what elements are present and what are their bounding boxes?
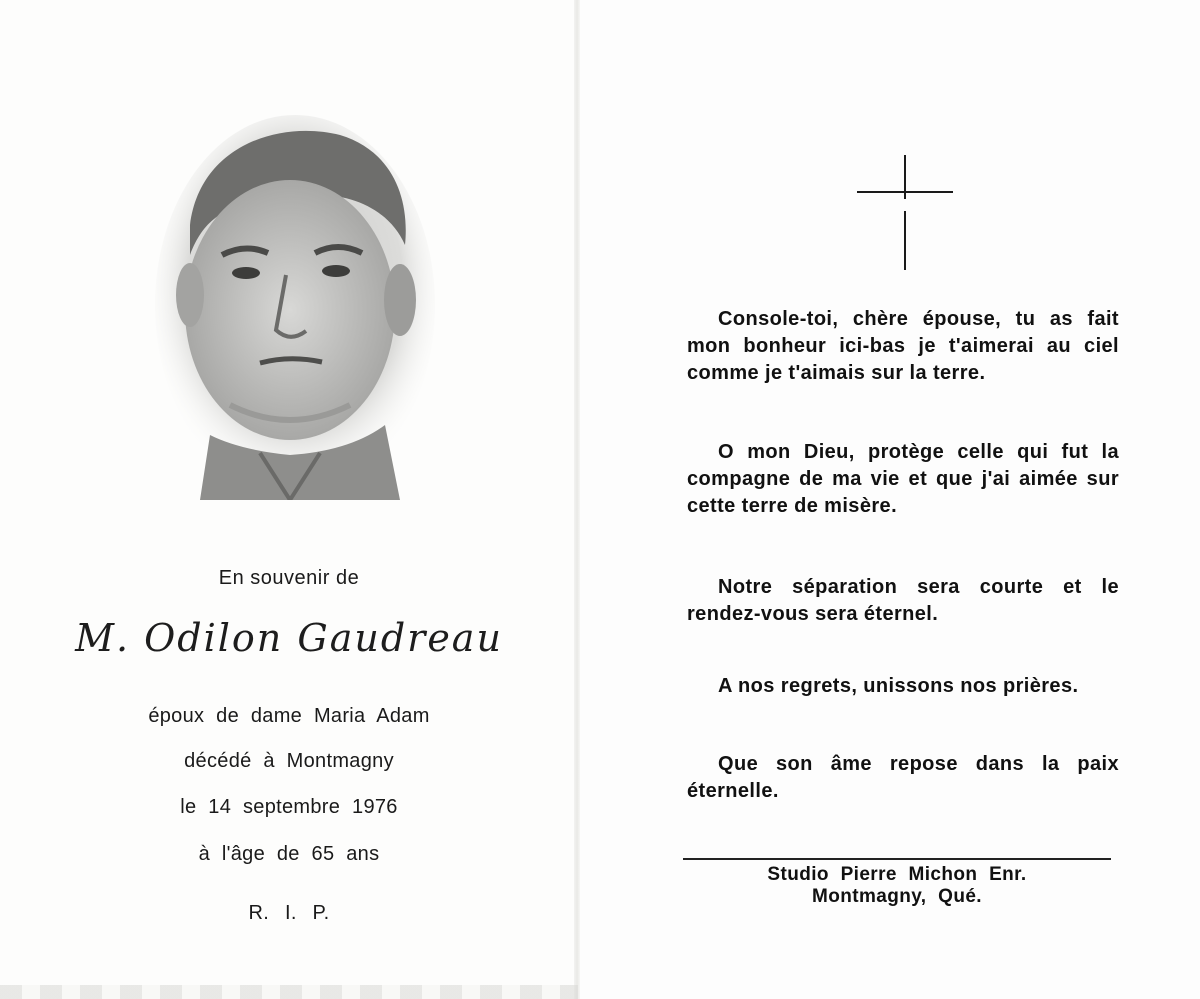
in-memory-label: En souvenir de — [218, 567, 360, 589]
studio-name: Studio Pierre Michon Enr. — [767, 864, 1027, 885]
prayer-text: O mon Dieu, protège celle qui fut la compagne de ma vie et que j'ai aimée sur cette terre de misère. — [687, 441, 1119, 517]
prayer-paragraph — [687, 306, 1119, 387]
prayer-text: Console-toi, chère épouse, tu as fait mon bonheur ici-bas je t'aimerai au ciel comme je t'aimais sur la terre. — [687, 308, 1119, 384]
prayer-paragraph — [687, 439, 1119, 520]
prayer-paragraph — [687, 751, 1119, 805]
rip-line: R. I. P. — [248, 902, 330, 924]
prayer-text: Que son âme repose dans la paix éternelle. — [687, 753, 1119, 802]
portrait-photo — [150, 105, 440, 500]
spouse-line: époux de dame Maria Adam — [148, 705, 430, 727]
deceased-name: M. Odilon Gaudreau — [75, 616, 503, 660]
divider — [683, 858, 1111, 860]
scan-edge — [0, 985, 578, 999]
cross-icon — [855, 155, 955, 270]
studio-location: Montmagny, Qué. — [812, 886, 982, 907]
studio-credit — [683, 864, 1111, 908]
prayer-paragraph — [687, 574, 1119, 628]
prayer-paragraph — [687, 673, 1119, 700]
death-date-line: le 14 septembre 1976 — [180, 796, 398, 818]
death-place-line: décédé à Montmagny — [184, 750, 394, 772]
prayer-text: Notre séparation sera courte et le rendez-vous sera éternel. — [687, 576, 1119, 625]
age-line: à l'âge de 65 ans — [198, 843, 380, 865]
prayer-text: A nos regrets, unissons nos prières. — [718, 675, 1079, 697]
